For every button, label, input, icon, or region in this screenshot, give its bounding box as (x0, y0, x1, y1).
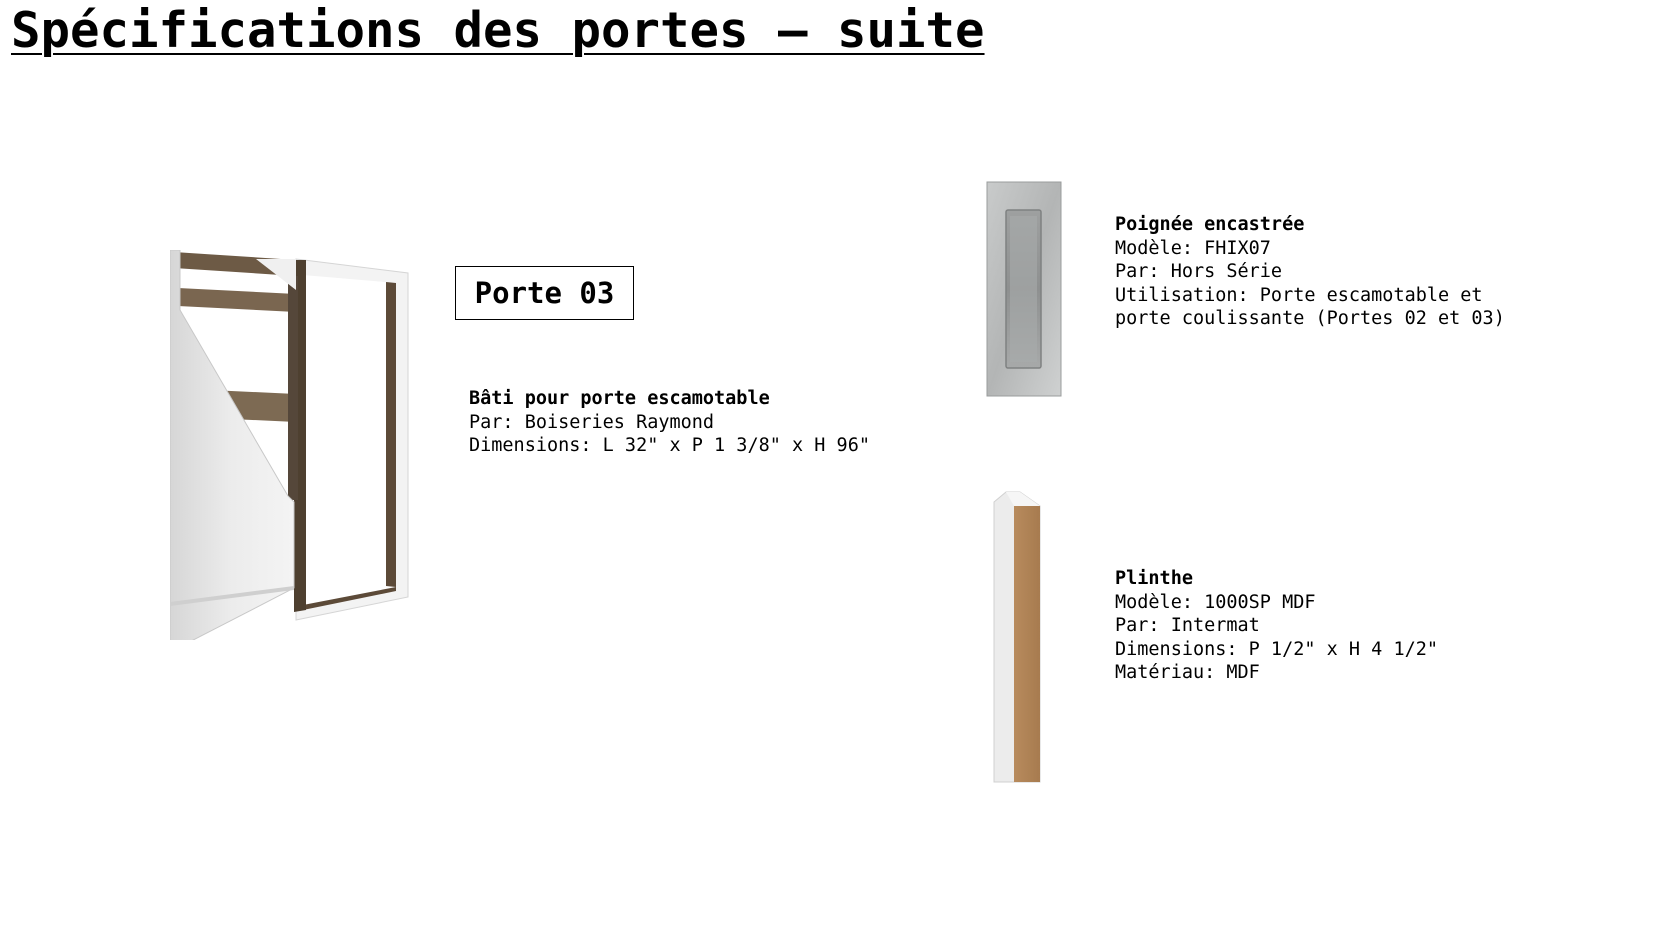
door-label: Porte 03 (455, 266, 634, 320)
handle-spec-line: Modèle: FHIX07 (1115, 237, 1271, 259)
page-title: Spécifications des portes – suite (11, 2, 985, 59)
baseboard-spec (1115, 567, 1438, 685)
handle-spec-line: porte coulissante (Portes 02 et 03) (1115, 308, 1505, 329)
baseboard-image (990, 490, 1050, 785)
pocket-door-frame-image (170, 250, 420, 640)
recessed-handle-image (985, 180, 1065, 398)
frame-spec (469, 387, 870, 458)
handle-spec (1115, 213, 1505, 331)
frame-spec-title: Bâti pour porte escamotable (469, 388, 770, 409)
baseboard-spec-line: Modèle: 1000SP MDF (1115, 591, 1316, 613)
baseboard-spec-line: Par: Intermat (1115, 615, 1260, 636)
baseboard-spec-line: Dimensions: P 1/2" x H 4 1/2" (1115, 638, 1439, 660)
frame-spec-line: Par: Boiseries Raymond (469, 411, 715, 433)
handle-spec-line: Utilisation: Porte escamotable et (1115, 284, 1483, 306)
handle-spec-title: Poignée encastrée (1115, 214, 1305, 235)
baseboard-spec-title: Plinthe (1115, 568, 1193, 589)
frame-spec-line: Dimensions: L 32" x P 1 3/8" x H 96" (469, 435, 870, 456)
handle-spec-line: Par: Hors Série (1115, 261, 1283, 282)
baseboard-spec-line: Matériau: MDF (1115, 662, 1260, 683)
